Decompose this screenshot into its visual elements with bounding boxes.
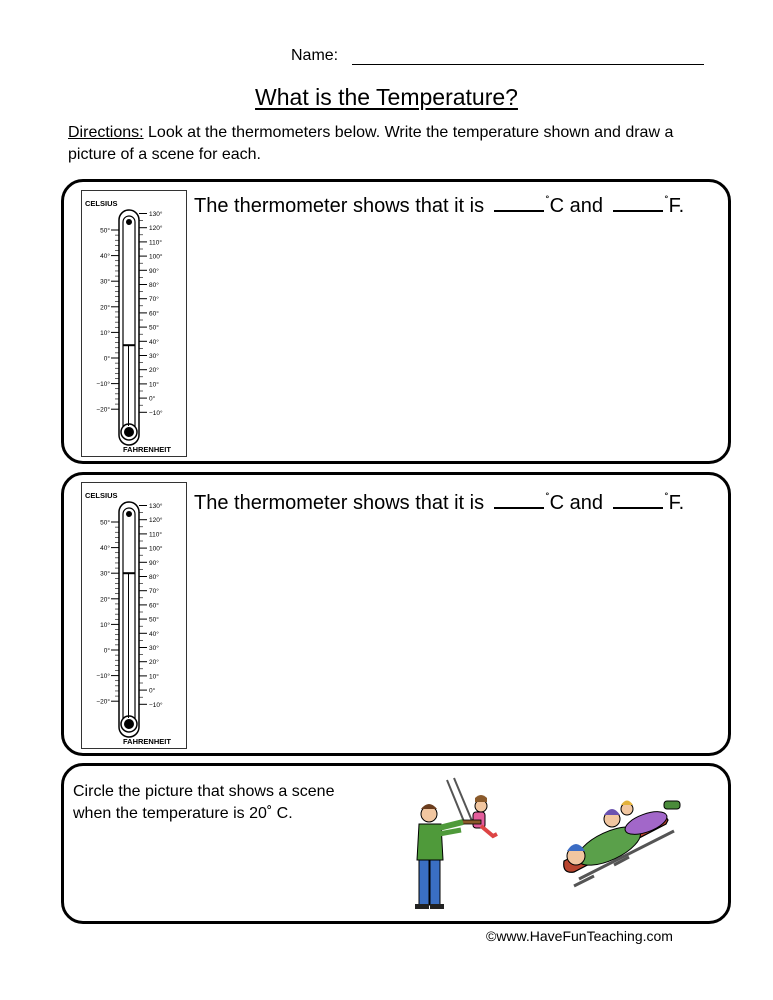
- fahrenheit-tick-label: 100°: [149, 253, 163, 261]
- fahrenheit-blank-2[interactable]: [613, 491, 663, 509]
- fahrenheit-tick-label: −10°: [149, 409, 163, 417]
- fahrenheit-tick-label: 90°: [149, 559, 159, 567]
- thermometer-2: [81, 482, 187, 749]
- circle-question-line-2: when the temperature is 20˚ C.: [73, 805, 293, 822]
- question-1-text: The thermometer shows that it is: [194, 195, 485, 217]
- thermometer-top-dot: [126, 219, 132, 225]
- fahrenheit-tick-label: 110°: [149, 531, 162, 539]
- fahrenheit-tick-label: 80°: [149, 574, 159, 581]
- copyright-footer: ©www.HaveFunTeaching.com: [486, 928, 673, 944]
- celsius-tick-label: 0°: [103, 355, 110, 363]
- celsius-tick-label: 30°: [100, 570, 110, 578]
- name-label: Name:: [291, 47, 339, 64]
- fahrenheit-tick-label: 50°: [149, 324, 159, 332]
- fahrenheit-tick-label: 20°: [149, 659, 159, 667]
- circle-picture-box: [61, 763, 731, 924]
- celsius-tick-label: 20°: [100, 596, 110, 604]
- thermometer-top-dot: [126, 511, 132, 517]
- celsius-tick-label: −20°: [96, 698, 110, 706]
- thermometer-bulb: [124, 719, 134, 729]
- fahrenheit-tick-label: 90°: [149, 267, 159, 275]
- celsius-blank-1[interactable]: [494, 194, 544, 212]
- name-line[interactable]: [352, 64, 704, 65]
- directions-text: Look at the thermometers below. Write the temperature shown and draw a picture of a scene for each.: [68, 124, 674, 163]
- fahrenheit-tick-label: 20°: [149, 367, 159, 375]
- celsius-tick-label: 10°: [100, 621, 110, 629]
- degree-mark: ˚: [664, 194, 669, 208]
- fahrenheit-tick-label: 60°: [149, 602, 159, 610]
- celsius-blank-2[interactable]: [494, 491, 544, 509]
- fahrenheit-tick-label: 70°: [149, 588, 159, 596]
- fahrenheit-tick-label: 0°: [149, 395, 156, 403]
- celsius-tick-label: −10°: [96, 673, 110, 681]
- sled-picture[interactable]: [554, 791, 694, 901]
- fahrenheit-tick-label: 10°: [149, 673, 159, 681]
- celsius-tick-label: 30°: [100, 278, 110, 286]
- celsius-tick-label: 50°: [100, 227, 110, 235]
- fahrenheit-tick-label: 60°: [149, 310, 159, 318]
- fahrenheit-tick-label: 130°: [149, 503, 163, 510]
- fahrenheit-tick-label: 120°: [149, 225, 163, 233]
- fahrenheit-blank-1[interactable]: [613, 194, 663, 212]
- fahrenheit-tick-label: 70°: [149, 296, 159, 304]
- celsius-tick-label: 20°: [100, 304, 110, 312]
- thermometer-1: [81, 190, 187, 457]
- celsius-tick-label: 0°: [103, 647, 110, 655]
- celsius-tick-label: 50°: [100, 519, 110, 527]
- celsius-tick-label: −20°: [96, 406, 110, 414]
- directions-label: Directions:: [68, 124, 144, 141]
- fahrenheit-tick-label: 100°: [149, 545, 163, 553]
- celsius-tick-label: 40°: [100, 545, 110, 553]
- celsius-tick-label: −10°: [96, 381, 110, 389]
- swing-picture[interactable]: [409, 776, 514, 911]
- fahrenheit-tick-label: 30°: [149, 353, 159, 360]
- degree-mark: ˚: [545, 194, 550, 208]
- degree-mark: ˚: [545, 491, 550, 505]
- circle-question: [73, 781, 383, 825]
- fahrenheit-tick-label: 80°: [149, 282, 159, 289]
- celsius-label: CELSIUS: [85, 199, 118, 208]
- fahrenheit-tick-label: 50°: [149, 616, 159, 624]
- question-box-2: [61, 472, 731, 756]
- circle-question-line-1: Circle the picture that shows a scene: [73, 783, 335, 800]
- fahrenheit-tick-label: 0°: [149, 687, 156, 695]
- fahrenheit-tick-label: −10°: [149, 701, 163, 709]
- thermometer-bulb: [124, 427, 134, 437]
- fahrenheit-tick-label: 30°: [149, 645, 159, 652]
- fahrenheit-tick-label: 120°: [149, 517, 163, 525]
- fahrenheit-tick-label: 10°: [149, 381, 159, 389]
- question-box-1: [61, 179, 731, 464]
- page-title: [0, 84, 773, 111]
- fahrenheit-label: FAHRENHEIT: [123, 737, 171, 746]
- question-2-prompt: [194, 491, 684, 515]
- directions: [68, 122, 718, 166]
- fahrenheit-tick-label: 40°: [149, 338, 159, 346]
- celsius-tick-label: 10°: [100, 329, 110, 337]
- celsius-label: CELSIUS: [85, 491, 118, 500]
- degree-mark: ˚: [664, 491, 669, 505]
- unit-f-label: F.: [668, 492, 685, 514]
- question-1-prompt: [194, 194, 684, 218]
- fahrenheit-tick-label: 110°: [149, 239, 162, 247]
- fahrenheit-tick-label: 40°: [149, 630, 159, 638]
- celsius-tick-label: 40°: [100, 253, 110, 261]
- unit-c-label: C and: [549, 492, 604, 514]
- fahrenheit-tick-label: 130°: [149, 211, 163, 218]
- page-title-text: What is the Temperature?: [255, 84, 518, 110]
- unit-f-label: F.: [668, 195, 685, 217]
- unit-c-label: C and: [549, 195, 604, 217]
- fahrenheit-label: FAHRENHEIT: [123, 445, 171, 454]
- question-2-text: The thermometer shows that it is: [194, 492, 485, 514]
